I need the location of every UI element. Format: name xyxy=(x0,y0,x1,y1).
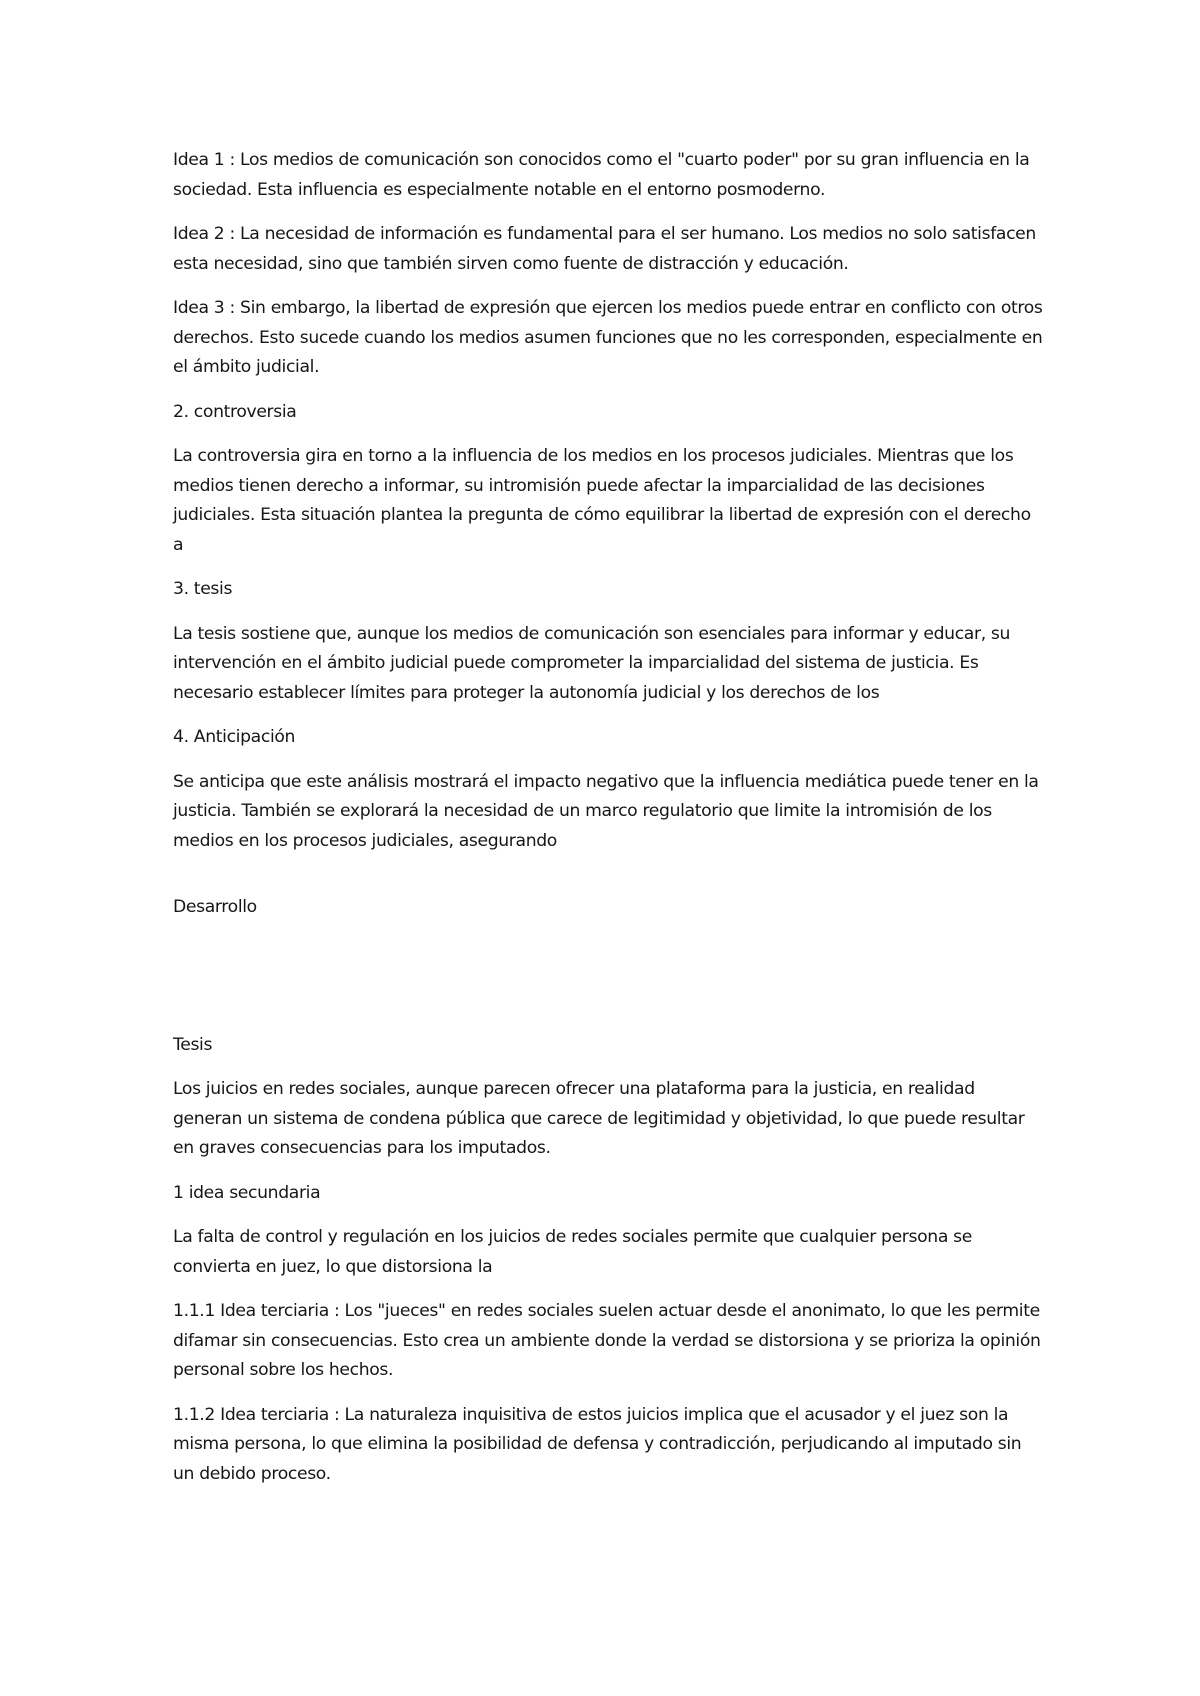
document-body xyxy=(173,146,1043,1504)
paragraph-tesis: La tesis sostiene que, aunque los medios de comunicación son esenciales para informar y educar, su intervención en el ámbito judicial puede comprometer la imparcialidad del sistema de justicia. Es necesario establecer límites para proteger la autonomía judicial y los derechos de los xyxy=(173,623,1011,703)
heading-tesis: 3. tesis xyxy=(173,579,233,599)
paragraph-tesis-section: Los juicios en redes sociales, aunque parecen ofrecer una plataforma para la justicia, en realidad generan un sistema de condena pública que carece de legitimidad y objetividad, lo que puede resultar en graves consecuencias para los imputados. xyxy=(173,1079,1025,1158)
paragraph-idea-terciaria-2: 1.1.2 Idea terciaria : La naturaleza inquisitiva de estos juicios implica que el acusador y el juez son la misma persona, lo que elimina la posibilidad de defensa y contradicción, perjudicando al imputado sin un debido proceso. xyxy=(173,1404,1022,1484)
heading-controversia: 2. controversia xyxy=(173,401,297,422)
paragraph-anticipacion: Se anticipa que este análisis mostrará el impacto negativo que la influencia mediática puede tener en la justicia. También se explorará la necesidad de un marco regulatorio que limite la intromisión de los medios en los procesos judiciales, asegurando xyxy=(173,771,1039,851)
heading-tesis-section: Tesis xyxy=(173,1034,213,1055)
paragraph-idea-secundaria: La falta de control y regulación en los juicios de redes sociales permite que cualquier persona se convierta en juez, lo que distorsiona la xyxy=(173,1227,972,1277)
paragraph-idea-2: Idea 2 : La necesidad de información es fundamental para el ser humano. Los medios no solo satisfacen esta necesidad, sino que también sirven como fuente de distracción y educación. xyxy=(173,224,1036,274)
heading-idea-secundaria: 1 idea secundaria xyxy=(173,1182,321,1203)
paragraph-idea-1: Idea 1 : Los medios de comunicación son conocidos como el "cuarto poder" por su gran influencia en la sociedad. Esta influencia es especialmente notable en el entorno posmoderno. xyxy=(173,150,1030,200)
paragraph-idea-terciaria-1: 1.1.1 Idea terciaria : Los "jueces" en redes sociales suelen actuar desde el anonimato, lo que les permite difamar sin consecuencias. Esto crea un ambiente donde la verdad se distorsiona y se prioriza la opinión personal sobre los hechos. xyxy=(173,1301,1041,1380)
heading-anticipacion: 4. Anticipación xyxy=(173,727,296,747)
paragraph-controversia: La controversia gira en torno a la influencia de los medios en los procesos judiciales. Mientras que los medios tienen derecho a informar, su intromisión puede afectar la imparcialidad de las decisiones judiciales. Esta situación plantea la pregunta de cómo equilibrar la libertad de expresión con el derecho a xyxy=(173,446,1031,555)
heading-desarrollo: Desarrollo xyxy=(173,897,257,917)
paragraph-idea-3: Idea 3 : Sin embargo, la libertad de expresión que ejercen los medios puede entrar en conflicto con otros derechos. Esto sucede cuando los medios asumen funciones que no les corresponden, especialmente en el ámbito judicial. xyxy=(173,298,1043,377)
